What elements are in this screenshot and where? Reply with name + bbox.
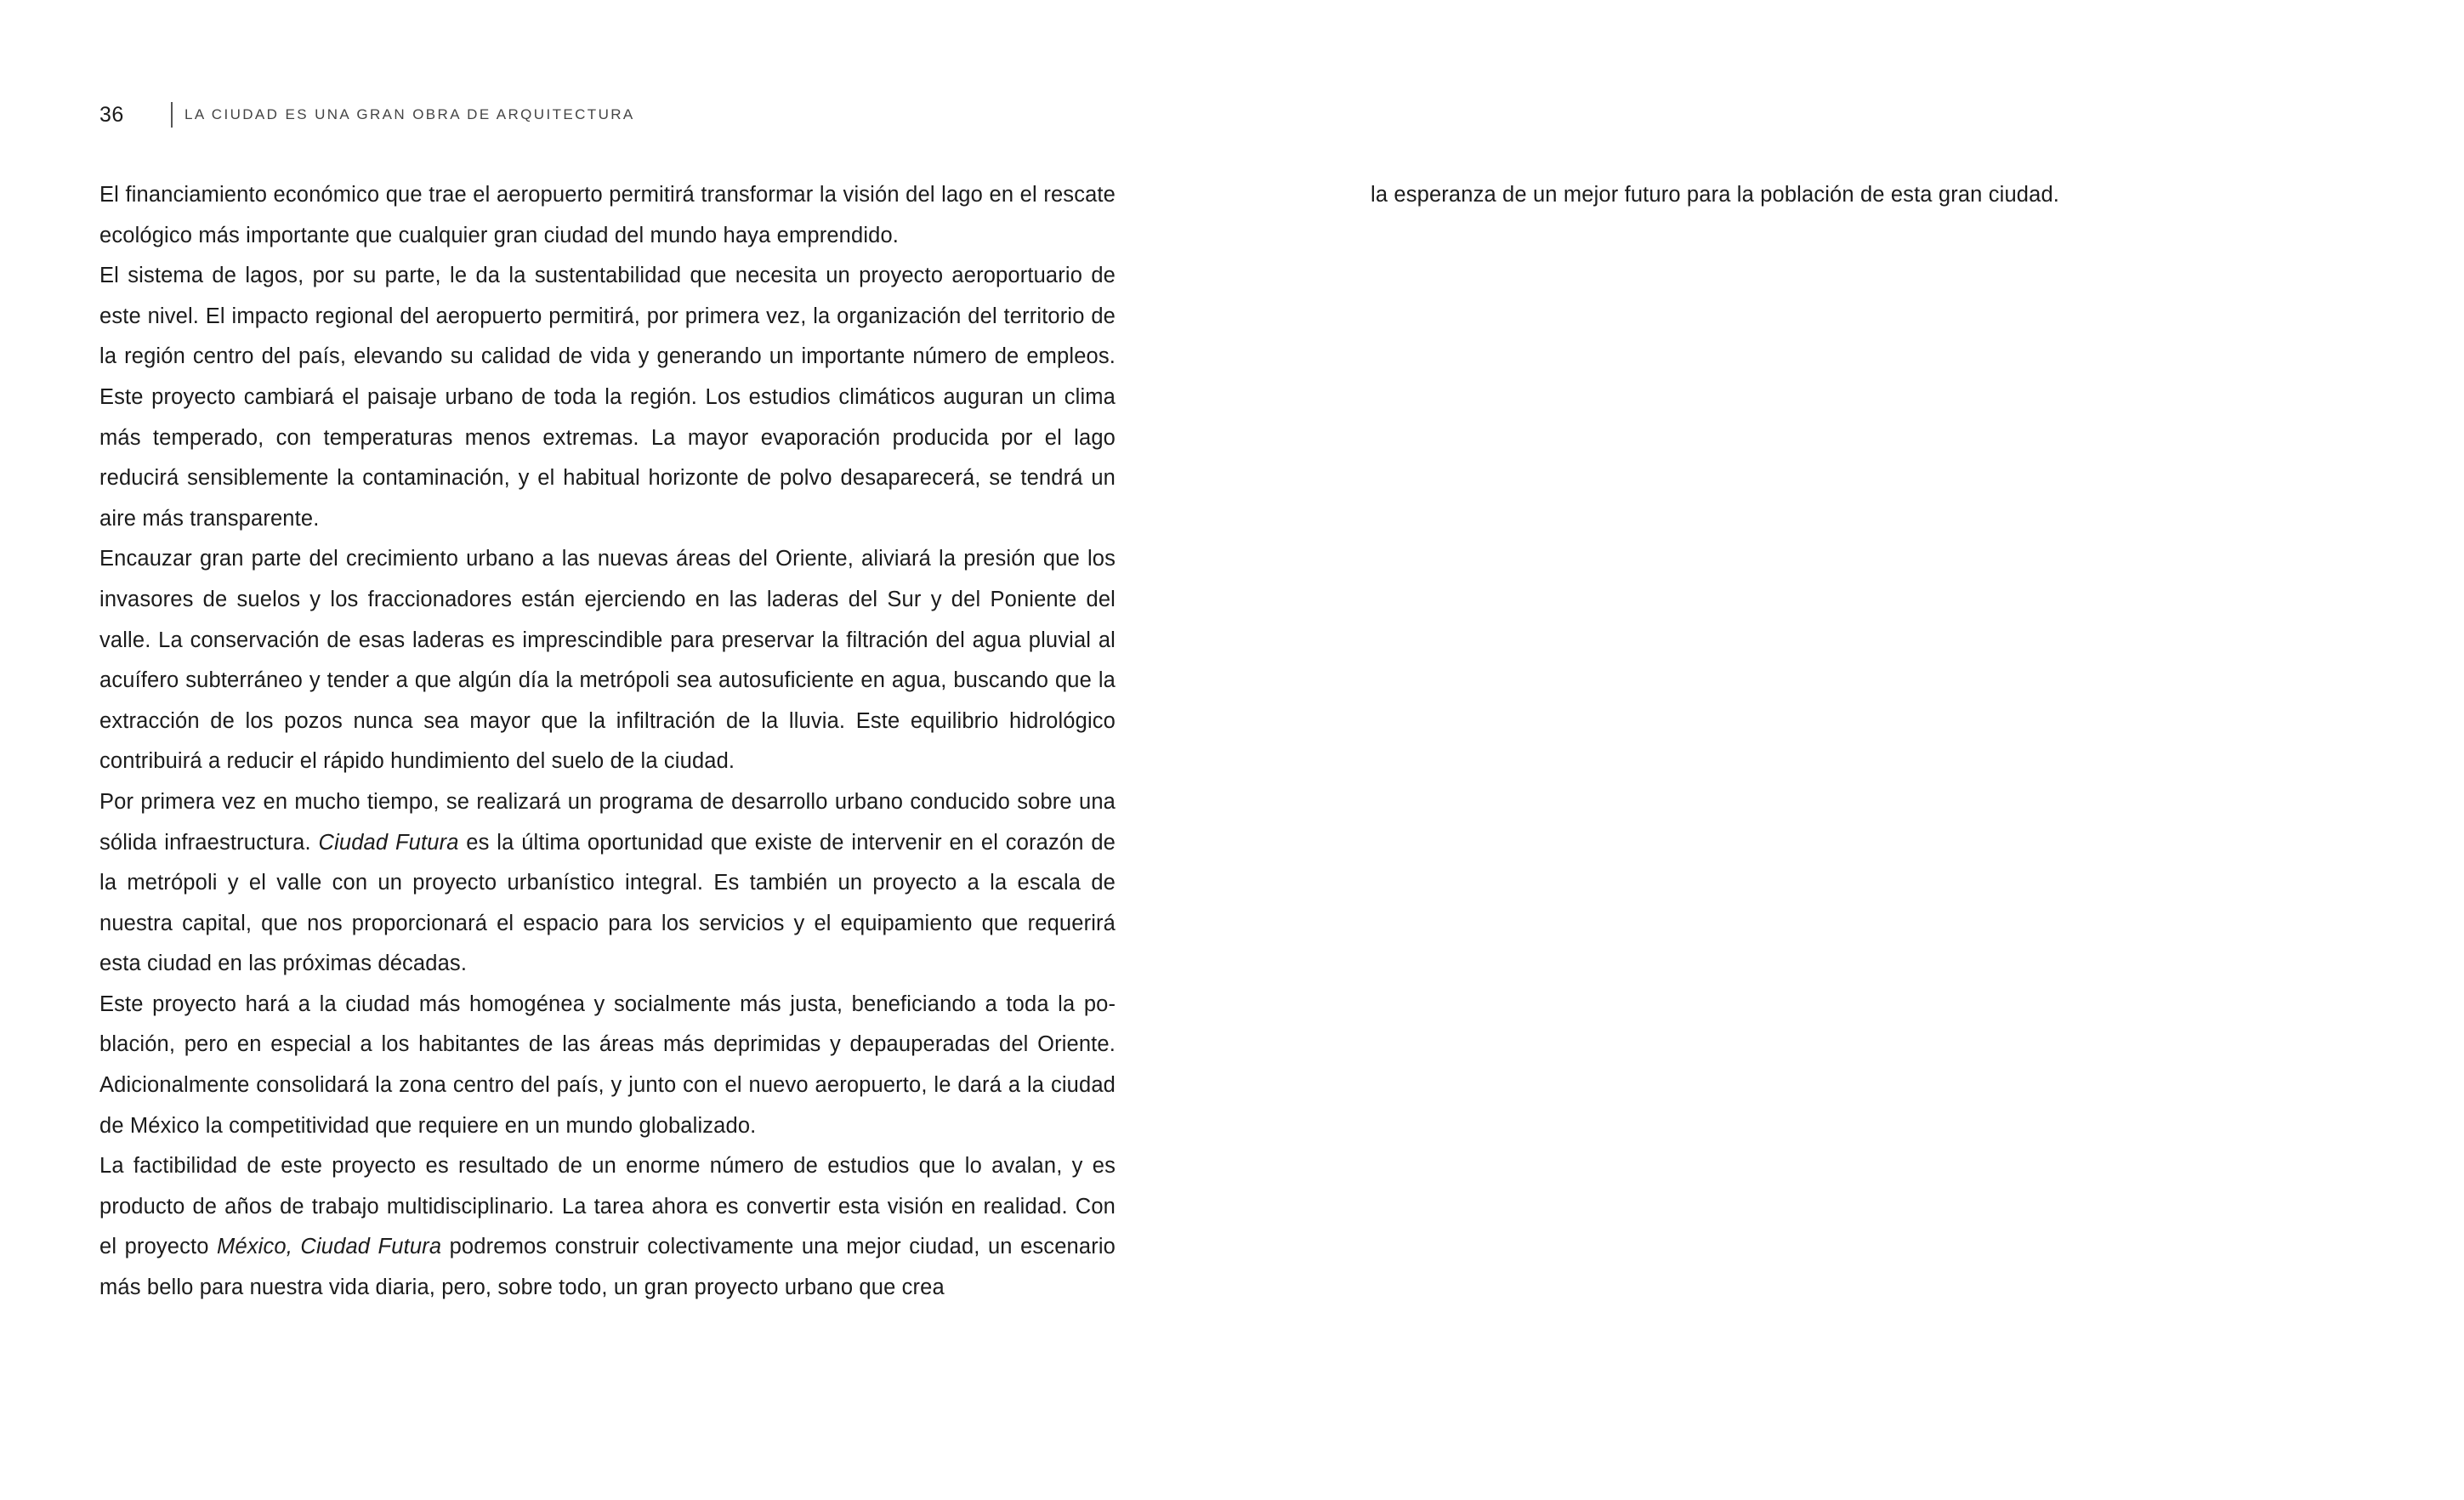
page-number: 36 [99, 102, 124, 127]
paragraph-2: El sistema de lagos, por su parte, le da la sustentabilidad que necesita un proyecto aeroportuario de este nivel. El impacto regional del aeropuerto permitirá, por primera vez, la organización del territorio de la región centro del país, elevando su calidad de vida y generando un importante número de empleos. Este proyecto cambiará el paisaje urbano de toda la región. Los estudios climáticos auguran un clima más temperado, con temperaturas menos extremas. La mayor evaporación producida por el lago reducirá sensiblemente la contaminación, y el habitual horizonte de polvo desaparecerá, se tendrá un aire más transparente. [99, 264, 1116, 531]
right-text-column [1371, 175, 2387, 216]
paragraph-3: Encauzar gran parte del crecimiento urbano a las nuevas áreas del Oriente, aliviará la presión que los invasores de suelos y los fraccionadores están ejerciendo en las laderas del Sur y del Poniente del valle. La conservación de esas laderas es imprescindible para preservar la filtración del agua pluvial al acuífero subterráneo y tender a que algún día la metrópoli sea autosuficiente en agua, buscando que la extracción de los pozos nunca sea mayor que la infiltración de la lluvia. Este equilibrio hidrológico contribuirá a reducir el rápido hundimiento del suelo de la ciudad. [99, 547, 1116, 774]
paragraph-6 [99, 1146, 1116, 1308]
paragraph-6-text-end: podremos construir colectivamente una mejor ciudad, un escenario más bello para nuestra vida diaria, pero, sobre todo, un gran proyecto urbano que crea [99, 1235, 1116, 1300]
page-header [99, 99, 635, 130]
paragraph-4-italic-title: Ciudad Futura [318, 830, 459, 855]
paragraph-4 [99, 782, 1116, 985]
header-divider [171, 102, 173, 128]
paragraph-6-italic-title: México, Ciudad Futura [217, 1235, 442, 1259]
running-head: LA CIUDAD ES UNA GRAN OBRA DE ARQUITECTURA [185, 106, 635, 122]
paragraph-1: El financiamiento económico que trae el aeropuerto permitirá transformar la visión del lago en el rescate ecológico más importante que cualquier gran ciudad del mundo haya emprendido. [99, 183, 1116, 247]
paragraph-5: Este proyecto hará a la ciudad más homogénea y socialmente más justa, beneficiando a toda la población, pero en especial a los habitantes de las áreas más deprimidas y depauperadas del Oriente. Adicionalmente consolidará la zona centro del país, y junto con el nuevo aeropuerto, le dará a la ciudad de México la competitividad que requiere en un mundo globalizado. [99, 991, 1116, 1138]
left-text-column [99, 175, 1116, 1309]
paragraph-6-text-start: La factibilidad de este proyecto es resultado de un enorme número de estudios que lo avalan, y es producto de años de trabajo multidisciplinario. La tarea ahora es convertir esta visión en realidad. Con el proyecto [99, 1154, 1116, 1259]
paragraph-4-text-end: es la última oportunidad que existe de intervenir en el corazón de la metrópoli y el valle con un proyecto urbanístico integral. Es también un proyecto a la escala de nuestra capital, que nos proporcionará el espacio para los servicios y el equipamiento que requerirá esta ciudad en las próximas décadas. [99, 830, 1116, 976]
paragraph-4-text-start: Por primera vez en mucho tiempo, se realizará un programa de desarrollo urbano conducido sobre una sólida infraestructura. [99, 789, 1116, 855]
paragraph-continued: la esperanza de un mejor futuro para la población de esta gran ciudad. [1371, 183, 2060, 207]
